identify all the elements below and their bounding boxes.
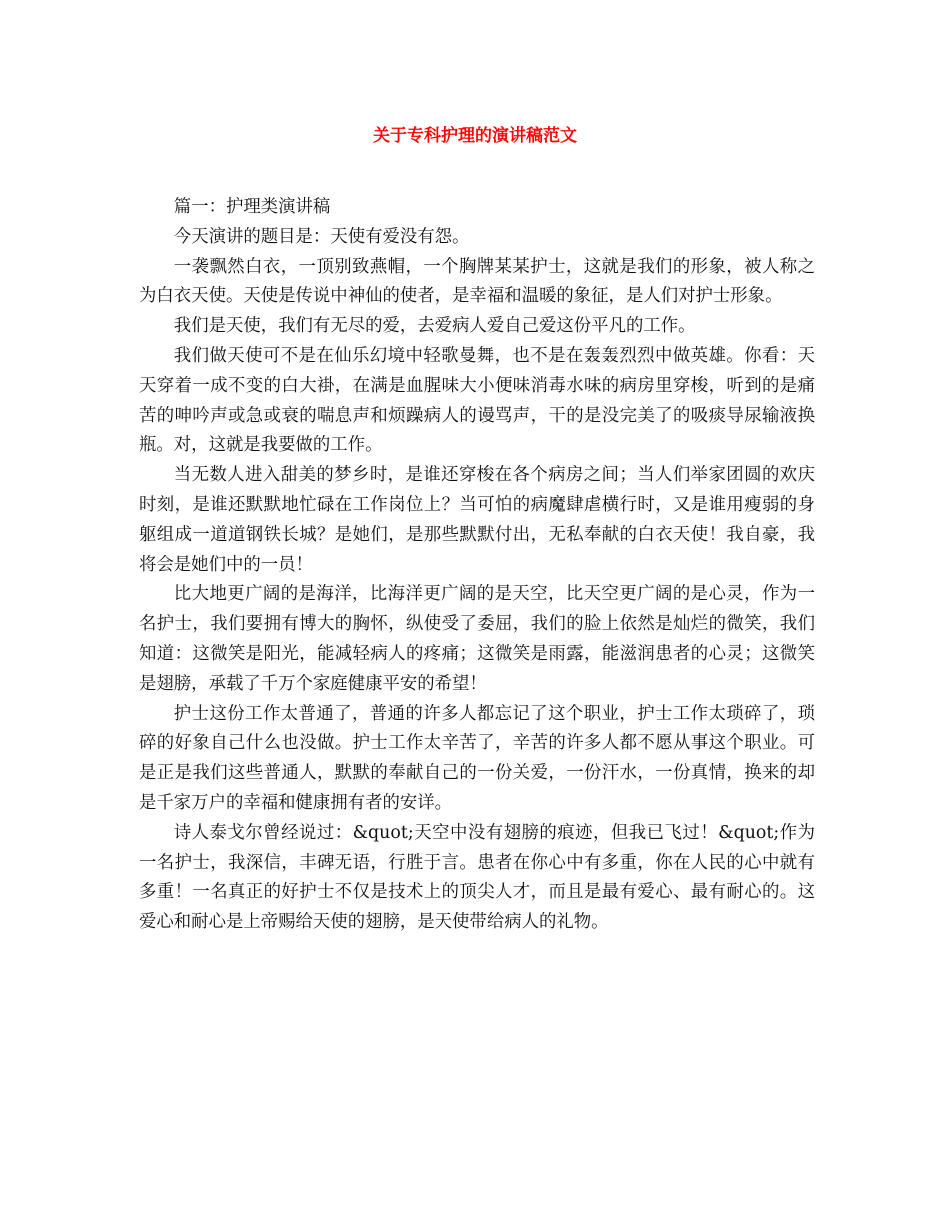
paragraph: 我们是天使，我们有无尽的爱，去爱病人爱自己爱这份平凡的工作。 xyxy=(173,316,696,337)
paragraph: 今天演讲的题目是：天使有爱没有怨。 xyxy=(173,226,470,247)
paragraph: 我们做天使可不是在仙乐幻境中轻歌曼舞，也不是在轰轰烈烈中做英雄。你看：天天穿着一成不变的白大褂，在满是血腥味大小便味消毒水味的病房里穿梭，听到的是痛苦的呻吟声或急或衰的喘息声和烦躁病人的谩骂声，干的是没完美了的吸痰导尿输液换瓶。对，这就是我要做的工作。 xyxy=(139,345,815,456)
section-heading: 篇一：护理类演讲稿 xyxy=(173,197,331,217)
paragraph: 护士这份工作太普通了，普通的许多人都忘记了这个职业，护士工作太琐碎了，琐碎的好象自己什么也没做。护士工作太辛苦了，辛苦的许多人都不愿从事这个职业。可是正是我们这些普通人，默默的奉献自己的一份关爱，一份汗水，一份真情，换来的却是千家万户的幸福和健康拥有者的安详。 xyxy=(139,703,815,813)
paragraph: 当无数人进入甜美的梦乡时，是谁还穿梭在各个病房之间；当人们举家团圆的欢庆时刻，是谁还默默地忙碌在工作岗位上？当可怕的病魔肆虐横行时，又是谁用瘦弱的身躯组成一道道钢铁长城？是她们，是那些默默付出，无私奉献的白衣天使！我自豪，我将会是她们中的一员！ xyxy=(139,465,815,575)
paragraph: 比大地更广阔的是海洋，比海洋更广阔的是天空，比天空更广阔的是心灵，作为一名护士，我们要拥有博大的胸怀，纵使受了委屈，我们的脸上依然是灿烂的微笑，我们知道：这微笑是阳光，能减轻病人的疼痛；这微笑是雨露，能滋润患者的心灵；这微笑是翅膀，承载了千万个家庭健康平安的希望！ xyxy=(139,584,815,694)
document-body xyxy=(139,193,815,938)
document-title: 关于专科护理的演讲稿范文 xyxy=(373,126,577,146)
paragraph: 一袭飘然白衣，一顶别致燕帽，一个胸牌某某护士，这就是我们的形象，被人称之为白衣天使。天使是传说中神仙的使者，是幸福和温暖的象征，是人们对护士形象。 xyxy=(139,256,815,307)
paragraph: 诗人泰戈尔曾经说过：&quot;天空中没有翅膀的痕迹，但我已飞过！&quot;作为一名护士，我深信，丰碑无语，行胜于言。患者在你心中有多重，你在人民的心中就有多重！一名真正的好护士不仅是技术上的顶尖人才，而且是最有爱心、最有耐心的。这爱心和耐心是上帝赐给天使的翅膀，是天使带给病人的礼物。 xyxy=(139,822,815,933)
